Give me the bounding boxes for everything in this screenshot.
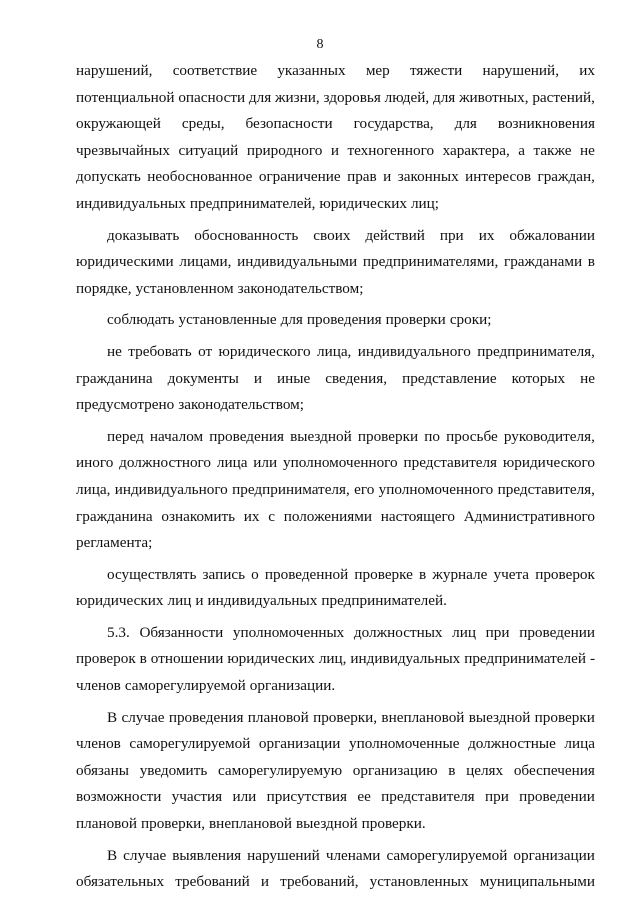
text-line — [76, 191, 595, 218]
word: проверке — [354, 565, 413, 583]
word: не — [580, 141, 595, 159]
word: соответствие — [172, 62, 258, 79]
word: проверки, — [313, 708, 378, 726]
word: людей, — [384, 88, 430, 106]
text-line — [76, 758, 595, 785]
text-line — [76, 450, 595, 477]
document-text — [76, 58, 595, 896]
text-line — [76, 307, 595, 334]
word: установленном — [135, 279, 234, 297]
word: внеплановой — [381, 708, 465, 726]
word: и — [260, 873, 270, 891]
word: в — [139, 650, 147, 668]
word: и — [383, 168, 392, 186]
word: В — [107, 846, 118, 864]
word: отношении — [150, 650, 224, 668]
text-line — [76, 784, 595, 811]
word: своих — [313, 226, 351, 244]
text-line — [76, 843, 595, 870]
word: необоснованное — [147, 168, 253, 186]
text-line — [76, 869, 595, 896]
word: саморегулируемой — [129, 735, 251, 753]
word: мер — [365, 62, 390, 79]
word: возможности — [76, 788, 162, 806]
word: их — [579, 62, 595, 79]
word: лиц — [167, 592, 192, 610]
word: безопасности — [245, 115, 333, 133]
word: лица, — [316, 342, 352, 360]
word: лиц — [452, 623, 477, 641]
word: с — [268, 507, 275, 525]
word: их — [243, 507, 260, 525]
word: гражданина — [76, 369, 153, 387]
word: саморегулируемой — [386, 846, 508, 864]
word: от — [198, 342, 213, 360]
word: прав — [347, 168, 377, 186]
word: природного — [246, 141, 323, 159]
word: окружающей — [76, 115, 161, 133]
word: плановой — [247, 708, 309, 726]
word: предпринимателя, — [232, 480, 350, 498]
word: участия — [171, 788, 223, 806]
word: действий — [365, 226, 425, 244]
word: требовать — [128, 342, 192, 360]
word: опасности — [178, 88, 246, 106]
word: законодательством; — [178, 396, 304, 414]
word: членов — [76, 735, 121, 753]
word: случае — [123, 846, 167, 864]
word: Обязанности — [139, 623, 224, 641]
text-line — [76, 731, 595, 758]
word: случае — [121, 708, 165, 726]
word: законодательством; — [237, 279, 364, 297]
word: индивидуального — [357, 342, 471, 360]
word: потенциальной — [76, 88, 175, 106]
word: тяжести — [409, 62, 463, 79]
word: его — [354, 480, 375, 498]
word: индивидуальных — [207, 592, 318, 610]
word: саморегулируемую — [217, 761, 343, 779]
word: установленных — [369, 873, 469, 891]
word: установленные — [178, 311, 277, 329]
word: настоящего — [380, 507, 455, 525]
text-line — [76, 477, 595, 504]
text-line — [76, 276, 595, 303]
word: или — [232, 788, 257, 806]
word: среды, — [181, 115, 225, 133]
word: проверки, — [140, 815, 206, 833]
text-line — [76, 164, 595, 191]
text-line — [76, 138, 595, 165]
word: предпринимателей, — [189, 194, 316, 212]
word: внеплановой — [209, 815, 293, 833]
word: иные — [277, 369, 311, 387]
word: законных — [397, 168, 459, 186]
word: техногенного — [347, 141, 435, 159]
word: - — [589, 650, 595, 668]
text-line — [76, 530, 595, 557]
word: проверок — [535, 565, 595, 583]
word: и — [195, 592, 204, 610]
word: при — [484, 788, 509, 806]
text-line — [76, 111, 595, 138]
word: проведения — [209, 427, 284, 445]
text-line — [76, 392, 595, 419]
word: лицами, — [179, 253, 232, 271]
word: государства, — [353, 115, 434, 133]
word: юридических — [76, 592, 164, 610]
word: для — [248, 88, 272, 106]
word: должностные — [468, 735, 556, 753]
word: лица — [564, 735, 595, 753]
word: юридических — [319, 194, 407, 212]
word: представителя — [403, 454, 498, 472]
word: представление — [402, 369, 497, 387]
word: лиц; — [410, 194, 440, 212]
word: а — [518, 141, 526, 159]
word: доказывать — [107, 226, 180, 244]
word: допускать — [76, 168, 141, 186]
word: документы — [167, 369, 239, 387]
text-line — [76, 424, 595, 451]
word: сведения, — [325, 369, 388, 387]
word: присутствия — [266, 788, 348, 806]
word: гражданами — [503, 253, 583, 271]
word: предпринимателей — [464, 650, 586, 668]
word: порядке, — [76, 279, 132, 297]
word: представителя, — [497, 480, 595, 498]
word: положениями — [283, 507, 373, 525]
text-line — [76, 673, 595, 700]
word: или — [253, 454, 278, 472]
word: растений, — [532, 88, 595, 106]
word: индивидуальными — [237, 253, 358, 271]
word: также — [533, 141, 572, 159]
word: обязаны — [76, 761, 130, 779]
word: требований — [175, 873, 250, 891]
text-line — [76, 249, 595, 276]
page-number: 8 — [316, 37, 324, 52]
word: выездной — [296, 815, 358, 833]
word: лиц, — [318, 650, 347, 668]
word: выездной — [468, 708, 531, 726]
word: обоснованность — [194, 226, 299, 244]
word: интересов — [465, 168, 532, 186]
word: по — [424, 427, 440, 445]
word: указанных — [277, 62, 346, 79]
text-line — [76, 58, 595, 85]
word: требований, — [280, 873, 359, 891]
text-line — [76, 366, 595, 393]
word: муниципальными — [479, 873, 595, 891]
word: индивидуальных — [350, 650, 461, 668]
word: соблюдать — [107, 311, 175, 329]
word: индивидуальных — [76, 194, 186, 212]
word: ознакомить — [161, 507, 236, 525]
word: проведении — [519, 623, 595, 641]
word: уведомить — [139, 761, 208, 779]
text-line — [76, 504, 595, 531]
word: которых — [511, 369, 566, 387]
word: нарушений, — [76, 62, 153, 79]
word: представителя — [381, 788, 475, 806]
word: лица, — [76, 480, 111, 498]
word: их — [478, 226, 495, 244]
word: для — [454, 115, 477, 133]
word: нарушений, — [482, 62, 559, 79]
word: обязательных — [76, 873, 165, 891]
word: юридического — [502, 454, 595, 472]
word: проведения — [168, 708, 244, 726]
word: в — [587, 253, 595, 271]
word: для — [280, 311, 303, 329]
word: организации — [513, 846, 595, 864]
word: журнале — [432, 565, 488, 583]
word: регламента; — [76, 534, 153, 552]
word: В — [107, 708, 118, 726]
word: чрезвычайных — [76, 141, 170, 159]
word: проверки — [385, 311, 446, 329]
word: юридических — [227, 650, 315, 668]
word: животных, — [459, 88, 529, 106]
word: просьбе — [446, 427, 498, 445]
word: обеспечения — [513, 761, 595, 779]
word: и — [253, 369, 262, 387]
word: целях — [466, 761, 504, 779]
word: 5.3. — [107, 623, 130, 641]
word: проведении — [519, 788, 595, 806]
text-line — [76, 705, 595, 732]
text-line — [76, 646, 595, 673]
word: уполномоченного — [283, 454, 398, 472]
word: не — [580, 369, 595, 387]
word: предпринимателей. — [321, 592, 447, 610]
word: не — [107, 342, 122, 360]
word: здоровья — [323, 88, 381, 106]
word: жизни, — [275, 88, 320, 106]
word: лица — [216, 454, 248, 472]
word: уполномоченных — [232, 623, 345, 641]
word: нарушений — [247, 846, 320, 864]
word: уполномоченные — [348, 735, 460, 753]
text-line — [76, 223, 595, 250]
text-line — [76, 85, 595, 112]
word: проведенной — [264, 565, 349, 583]
word: предусмотрено — [76, 396, 175, 414]
word: организацию — [352, 761, 438, 779]
text-line — [76, 620, 595, 647]
text-line — [76, 811, 595, 838]
word: выездной — [290, 427, 352, 445]
word: руководителя, — [503, 427, 595, 445]
word: в — [448, 761, 456, 779]
word: иного — [76, 454, 114, 472]
word: членов — [76, 677, 121, 695]
word: проверки — [357, 427, 419, 445]
word: должностных — [353, 623, 443, 641]
text-line — [76, 562, 595, 589]
word: предпринимателя, — [477, 342, 595, 360]
word: проверки — [534, 708, 595, 726]
word: членами — [325, 846, 381, 864]
word: запись — [202, 565, 246, 583]
word: Административного — [463, 507, 595, 525]
word: проверок — [76, 650, 136, 668]
word: для — [432, 88, 456, 106]
word: организации. — [249, 677, 336, 695]
word: перед — [107, 427, 144, 445]
word: саморегулируемой — [124, 677, 246, 695]
word: предпринимателями, — [362, 253, 499, 271]
word: в — [419, 565, 427, 583]
word: возникновения — [497, 115, 595, 133]
word: проведения — [306, 311, 382, 329]
word: обжаловании — [509, 226, 595, 244]
word: ее — [357, 788, 371, 806]
word: плановой — [76, 815, 137, 833]
word: уполномоченного — [378, 480, 494, 498]
text-line — [76, 588, 595, 615]
word: учета — [493, 565, 530, 583]
word: должностного — [119, 454, 211, 472]
word: характера, — [442, 141, 510, 159]
word: осуществлять — [107, 565, 197, 583]
word: юридическими — [76, 253, 174, 271]
word: сроки; — [449, 311, 492, 329]
word: при — [485, 623, 510, 641]
word: гражданина — [76, 507, 153, 525]
word: при — [439, 226, 464, 244]
word: и — [330, 141, 339, 159]
word: началом — [149, 427, 204, 445]
word: юридического — [218, 342, 311, 360]
word: выявления — [172, 846, 242, 864]
word: граждан, — [537, 168, 595, 186]
word: о — [251, 565, 259, 583]
text-line — [76, 339, 595, 366]
word: проверки. — [361, 815, 426, 833]
word: ситуаций — [178, 141, 239, 159]
word: организации — [258, 735, 341, 753]
word: ограничение — [258, 168, 341, 186]
word: индивидуального — [114, 480, 228, 498]
